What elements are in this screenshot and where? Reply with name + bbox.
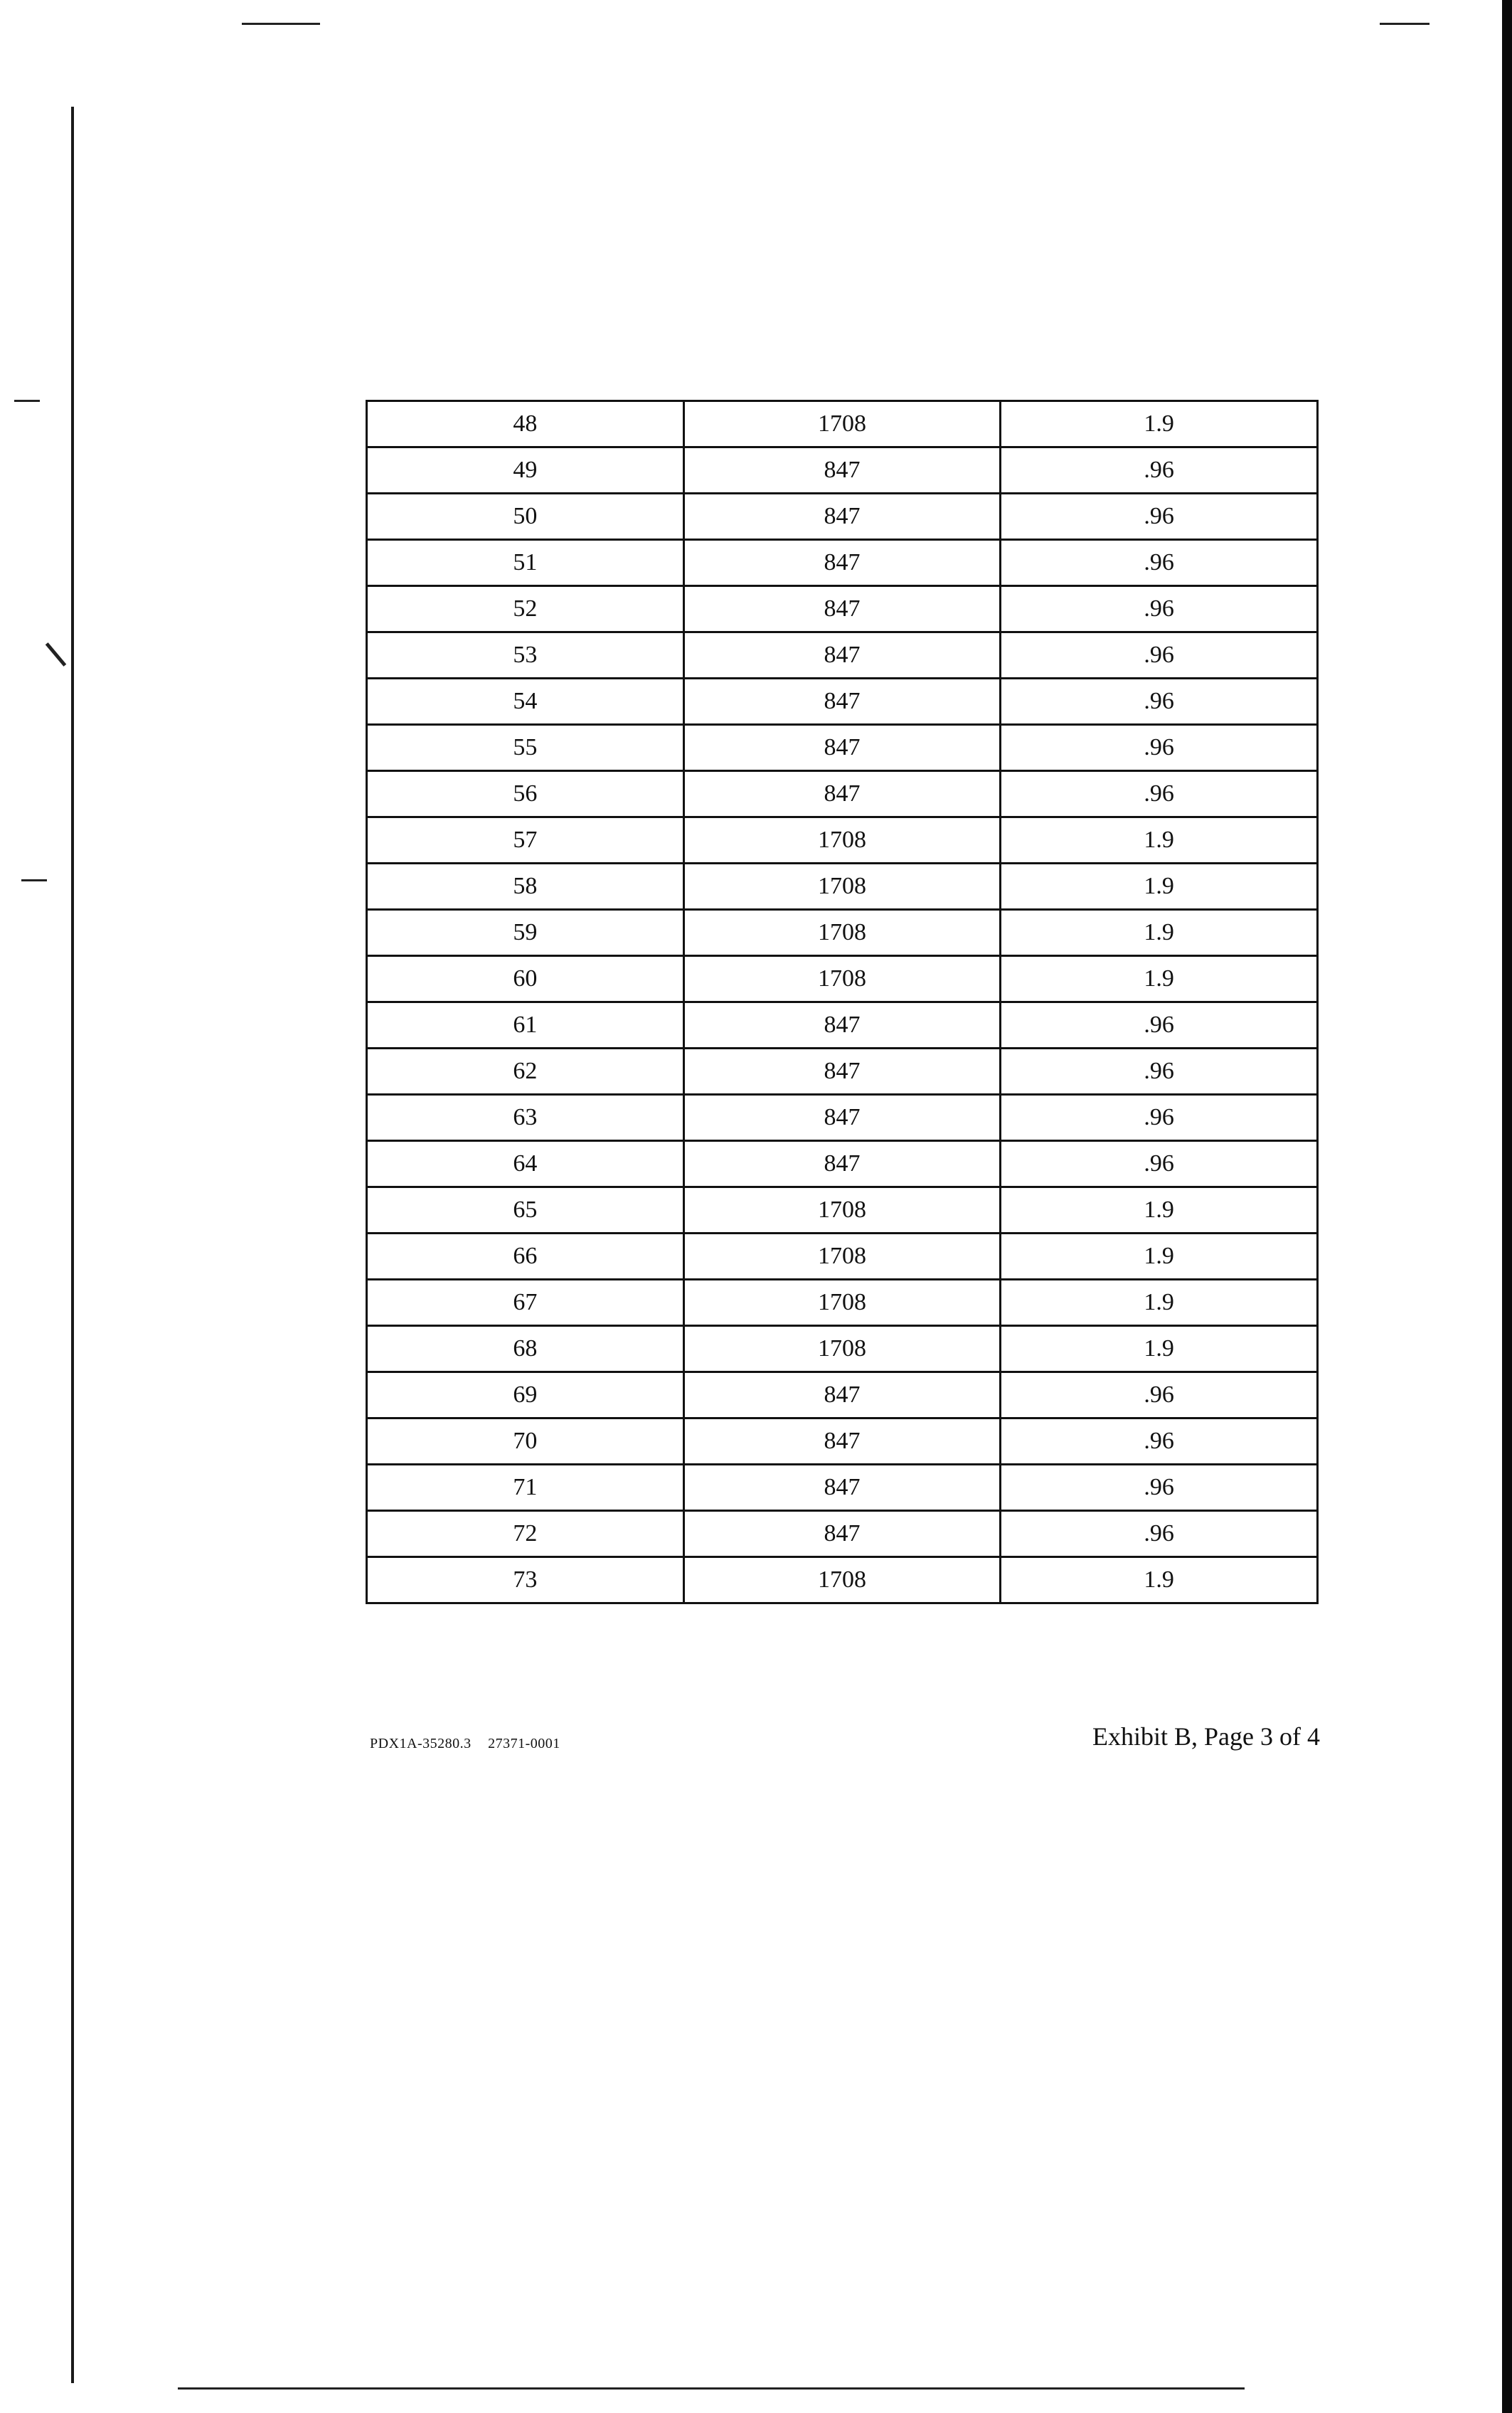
table-cell: 1708	[683, 401, 1001, 447]
matter-number: 27371-0001	[488, 1736, 560, 1751]
table-cell: 59	[367, 910, 684, 956]
table-cell: 1708	[683, 1326, 1001, 1372]
table-row	[367, 401, 1318, 447]
table-cell: 1708	[683, 817, 1001, 864]
table-cell: 1.9	[1001, 910, 1318, 956]
table-cell: .96	[1001, 632, 1318, 679]
table-cell: .96	[1001, 679, 1318, 725]
table-cell: 847	[683, 1002, 1001, 1049]
scan-edge-left	[71, 107, 74, 2383]
table-cell: 1.9	[1001, 1280, 1318, 1326]
table-cell: .96	[1001, 447, 1318, 494]
table-cell: 67	[367, 1280, 684, 1326]
scan-line-top	[242, 23, 320, 25]
table-cell: 1708	[683, 864, 1001, 910]
data-table-wrapper	[366, 400, 1319, 1604]
table-cell: 1.9	[1001, 817, 1318, 864]
table-row	[367, 1049, 1318, 1095]
table-row	[367, 679, 1318, 725]
table-cell: 847	[683, 1141, 1001, 1187]
table-cell: 50	[367, 494, 684, 540]
table-cell: .96	[1001, 540, 1318, 586]
table-cell: 847	[683, 771, 1001, 817]
table-cell: 1708	[683, 1557, 1001, 1603]
table-cell: 63	[367, 1095, 684, 1141]
table-row	[367, 1234, 1318, 1280]
document-number: PDX1A-35280.3	[370, 1736, 472, 1751]
table-cell: .96	[1001, 1418, 1318, 1465]
table-cell: 73	[367, 1557, 684, 1603]
table-cell: .96	[1001, 1141, 1318, 1187]
table-cell: .96	[1001, 1465, 1318, 1511]
table-cell: 64	[367, 1141, 684, 1187]
table-cell: 1708	[683, 956, 1001, 1002]
table-cell: .96	[1001, 771, 1318, 817]
table-cell: 847	[683, 540, 1001, 586]
table-row	[367, 1187, 1318, 1234]
table-cell: 58	[367, 864, 684, 910]
table-cell: 847	[683, 586, 1001, 632]
scan-mark	[14, 400, 40, 402]
table-row	[367, 1557, 1318, 1603]
table-cell: 51	[367, 540, 684, 586]
table-cell: 56	[367, 771, 684, 817]
scan-edge-right	[1502, 0, 1512, 2413]
table-cell: 65	[367, 1187, 684, 1234]
table-cell: 1708	[683, 910, 1001, 956]
scan-line-bottom	[178, 2387, 1245, 2390]
data-table	[366, 400, 1319, 1604]
table-cell: 55	[367, 725, 684, 771]
table-cell: 57	[367, 817, 684, 864]
scan-line-top	[1380, 23, 1430, 25]
table-cell: .96	[1001, 725, 1318, 771]
table-cell: 847	[683, 1418, 1001, 1465]
table-cell: 847	[683, 1511, 1001, 1557]
table-row	[367, 1418, 1318, 1465]
table-cell: .96	[1001, 1049, 1318, 1095]
table-row	[367, 632, 1318, 679]
table-row	[367, 771, 1318, 817]
table-cell: 53	[367, 632, 684, 679]
data-table-body	[367, 401, 1318, 1603]
table-cell: 847	[683, 725, 1001, 771]
table-cell: .96	[1001, 1372, 1318, 1418]
table-cell: 71	[367, 1465, 684, 1511]
table-row	[367, 447, 1318, 494]
table-row	[367, 956, 1318, 1002]
table-cell: 1.9	[1001, 956, 1318, 1002]
table-row	[367, 1002, 1318, 1049]
table-cell: 52	[367, 586, 684, 632]
table-cell: 60	[367, 956, 684, 1002]
table-cell: 48	[367, 401, 684, 447]
table-cell: 1.9	[1001, 1326, 1318, 1372]
scan-mark	[46, 642, 67, 667]
table-cell: 1708	[683, 1234, 1001, 1280]
footer-document-id	[370, 1736, 560, 1752]
table-cell: 847	[683, 1049, 1001, 1095]
table-cell: 847	[683, 679, 1001, 725]
table-cell: 847	[683, 447, 1001, 494]
table-row	[367, 864, 1318, 910]
table-cell: 66	[367, 1234, 684, 1280]
table-cell: 847	[683, 1465, 1001, 1511]
table-cell: 847	[683, 1372, 1001, 1418]
table-row	[367, 1326, 1318, 1372]
table-row	[367, 1511, 1318, 1557]
table-cell: .96	[1001, 1002, 1318, 1049]
table-cell: .96	[1001, 586, 1318, 632]
table-cell: 1.9	[1001, 1557, 1318, 1603]
table-row	[367, 1280, 1318, 1326]
table-cell: 847	[683, 632, 1001, 679]
table-row	[367, 540, 1318, 586]
table-row	[367, 725, 1318, 771]
table-cell: 1708	[683, 1187, 1001, 1234]
table-cell: 1.9	[1001, 401, 1318, 447]
exhibit-page-label: Exhibit B, Page 3 of 4	[1092, 1722, 1320, 1751]
table-row	[367, 817, 1318, 864]
table-cell: .96	[1001, 494, 1318, 540]
table-row	[367, 1141, 1318, 1187]
table-cell: 69	[367, 1372, 684, 1418]
table-cell: 1.9	[1001, 864, 1318, 910]
table-cell: .96	[1001, 1511, 1318, 1557]
table-row	[367, 494, 1318, 540]
table-row	[367, 1465, 1318, 1511]
table-cell: 72	[367, 1511, 684, 1557]
table-cell: 61	[367, 1002, 684, 1049]
table-row	[367, 1372, 1318, 1418]
table-row	[367, 910, 1318, 956]
table-cell: 54	[367, 679, 684, 725]
table-cell: 847	[683, 494, 1001, 540]
table-cell: 49	[367, 447, 684, 494]
table-cell: 1.9	[1001, 1187, 1318, 1234]
scan-mark	[21, 879, 47, 881]
table-row	[367, 1095, 1318, 1141]
table-cell: 70	[367, 1418, 684, 1465]
table-row	[367, 586, 1318, 632]
table-cell: 1.9	[1001, 1234, 1318, 1280]
table-cell: 847	[683, 1095, 1001, 1141]
table-cell: .96	[1001, 1095, 1318, 1141]
table-cell: 62	[367, 1049, 684, 1095]
table-cell: 1708	[683, 1280, 1001, 1326]
table-cell: 68	[367, 1326, 684, 1372]
